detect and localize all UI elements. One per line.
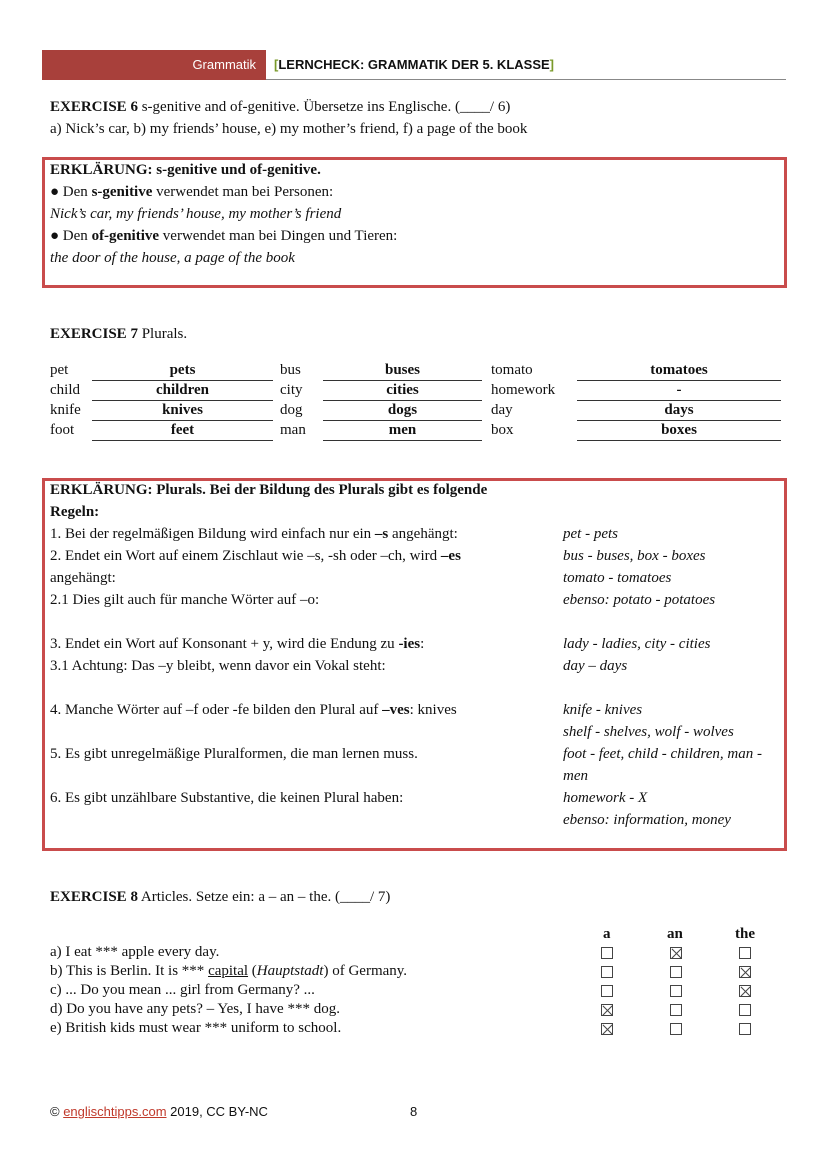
checkbox-checked[interactable]: [601, 1023, 613, 1035]
genitive-example-2: the door of the house, a page of the book: [50, 250, 295, 266]
plural-answer: cities: [323, 382, 482, 401]
plurals-heading-1: ERKLÄRUNG: Plurals. Bei der Bildung des Plurals gibt es folgende: [50, 482, 488, 498]
page-number: 8: [410, 1104, 418, 1119]
checkbox-empty[interactable]: [670, 1023, 682, 1035]
rule-2: 2. Endet ein Wort auf einem Zischlaut wie –s, -sh oder –ch, wird –es: [50, 548, 461, 564]
example-9: foot - feet, child - children, man -: [563, 746, 762, 762]
footer-copyright: © englischtipps.com 2019, CC BY-NC: [50, 1104, 268, 1119]
plural-word: bus: [280, 362, 301, 378]
rule-2-1: 2.1 Dies gilt auch für manche Wörter auf –o:: [50, 592, 320, 608]
question-b: b) This is Berlin. It is *** capital (Hauptstadt) of Germany.: [50, 963, 408, 979]
question-a: a) I eat *** apple every day.: [50, 944, 220, 960]
header-title: [LERNCHECK: GRAMMATIK DER 5. KLASSE]: [274, 57, 555, 72]
plural-answer: buses: [323, 362, 482, 381]
plural-word: city: [280, 382, 303, 398]
checkbox-empty[interactable]: [601, 985, 613, 997]
exercise-8-title: EXERCISE 8 Articles. Setze ein: a – an – the. (____/ 7): [50, 889, 391, 905]
example-5: lady - ladies, city - cities: [563, 636, 711, 652]
plural-answer: feet: [92, 422, 273, 441]
example-7: knife - knives: [563, 702, 643, 718]
rule-1: 1. Bei der regelmäßigen Bildung wird einfach nur ein –s angehängt:: [50, 526, 458, 542]
genitive-rule-2: ● Den of-genitive verwendet man bei Dingen und Tieren:: [50, 228, 398, 244]
example-10: men: [563, 768, 588, 784]
checkbox-empty[interactable]: [670, 985, 682, 997]
page-header: [42, 50, 786, 80]
checkbox-empty[interactable]: [739, 1023, 751, 1035]
genitive-example-1: Nick’s car, my friends’ house, my mother’s friend: [50, 206, 342, 222]
plural-answer: dogs: [323, 402, 482, 421]
column-an: an: [667, 926, 683, 942]
column-the: the: [735, 926, 755, 942]
plural-answer: men: [323, 422, 482, 441]
rule-5: 5. Es gibt unregelmäßige Pluralformen, die man lernen muss.: [50, 746, 418, 762]
checkbox-checked[interactable]: [739, 985, 751, 997]
rule-3-1: 3.1 Achtung: Das –y bleibt, wenn davor ein Vokal steht:: [50, 658, 386, 674]
exercise-6-answer: a) Nick’s car, b) my friends’ house, e) my mother’s friend, f) a page of the book: [50, 121, 528, 137]
example-6: day – days: [563, 658, 628, 674]
example-11: homework - X: [563, 790, 648, 806]
rule-2-cont: angehängt:: [50, 570, 116, 586]
checkbox-checked[interactable]: [739, 966, 751, 978]
checkbox-empty[interactable]: [601, 947, 613, 959]
genitive-rule-1: ● Den s-genitive verwendet man bei Personen:: [50, 184, 334, 200]
site-link[interactable]: englischtipps.com: [63, 1104, 167, 1119]
plural-word: child: [50, 382, 80, 398]
exercise-6-title: EXERCISE 6 s-genitive and of-genitive. Übersetze ins Englische. (____/ 6): [50, 99, 511, 115]
plural-answer: knives: [92, 402, 273, 421]
plural-word: man: [280, 422, 306, 438]
checkbox-checked[interactable]: [670, 947, 682, 959]
column-a: a: [603, 926, 611, 942]
plural-word: pet: [50, 362, 69, 378]
checkbox-empty[interactable]: [739, 947, 751, 959]
checkbox-empty[interactable]: [670, 1004, 682, 1016]
plural-word: homework: [491, 382, 556, 398]
example-12: ebenso: information, money: [563, 812, 731, 828]
example-2: bus - buses, box - boxes: [563, 548, 706, 564]
exercise-7-title: EXERCISE 7 Plurals.: [50, 326, 188, 342]
plural-answer: days: [577, 402, 781, 421]
rule-3: 3. Endet ein Wort auf Konsonant + y, wird die Endung zu -ies:: [50, 636, 425, 652]
plural-word: box: [491, 422, 514, 438]
checkbox-empty[interactable]: [739, 1004, 751, 1016]
checkbox-empty[interactable]: [670, 966, 682, 978]
rule-4: 4. Manche Wörter auf –f oder -fe bilden den Plural auf –ves: knives: [50, 702, 457, 718]
section-tag: Grammatik: [42, 50, 266, 80]
example-8: shelf - shelves, wolf - wolves: [563, 724, 734, 740]
plural-answer: tomatoes: [577, 362, 781, 381]
plural-answer: boxes: [577, 422, 781, 441]
plural-word: tomato: [491, 362, 533, 378]
plural-word: foot: [50, 422, 75, 438]
question-d: d) Do you have any pets? – Yes, I have *** dog.: [50, 1001, 340, 1017]
plural-answer: pets: [92, 362, 273, 381]
example-1: pet - pets: [563, 526, 618, 542]
question-e: e) British kids must wear *** uniform to school.: [50, 1020, 342, 1036]
plurals-heading-2: Regeln:: [50, 504, 100, 520]
example-4: ebenso: potato - potatoes: [563, 592, 716, 608]
plural-answer: -: [577, 382, 781, 401]
rule-6: 6. Es gibt unzählbare Substantive, die keinen Plural haben:: [50, 790, 404, 806]
genitive-heading: ERKLÄRUNG: s-genitive und of-genitive.: [50, 162, 321, 178]
plural-answer: children: [92, 382, 273, 401]
plural-word: day: [491, 402, 513, 418]
checkbox-empty[interactable]: [601, 966, 613, 978]
plural-word: knife: [50, 402, 81, 418]
plural-word: dog: [280, 402, 303, 418]
question-c: c) ... Do you mean ... girl from Germany? ...: [50, 982, 315, 998]
example-3: tomato - tomatoes: [563, 570, 672, 586]
checkbox-checked[interactable]: [601, 1004, 613, 1016]
